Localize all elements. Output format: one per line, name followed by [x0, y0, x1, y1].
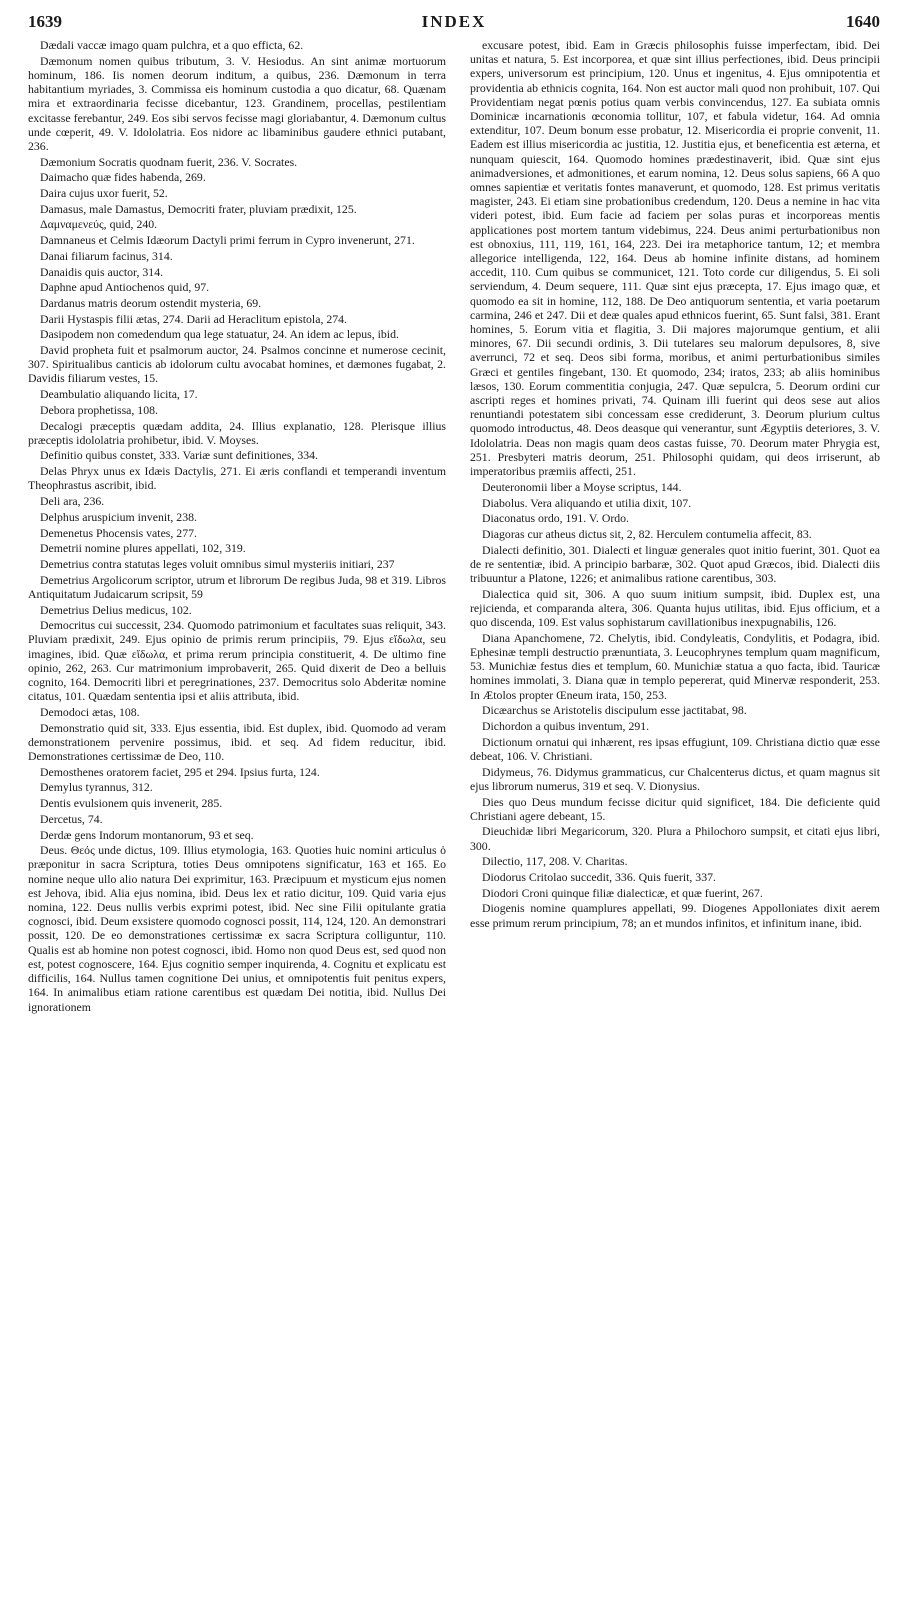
index-entry: Demetrius contra statutas leges voluit omnibus simul mysteriis initiari, 237	[40, 556, 395, 571]
index-entry: Deli ara, 236.	[40, 494, 105, 509]
index-entry: Dicæarchus se Aristotelis discipulum esse jactitabat, 98.	[482, 703, 747, 718]
index-entry: Dialectica quid sit, 306. A quo suum initium sumpsit, ibid. Duplex est, una rejicienda, et comparanda altera, 306. Quanta hujus utilitas, ibid. Ejus officium, et a quo discenda, 109. Est valus sophistarum cavillationibus inexpugnabilis, 126.	[470, 586, 880, 630]
index-entry: Demylus tyrannus, 312.	[40, 780, 153, 795]
index-entry: Demodoci ætas, 108.	[40, 704, 140, 719]
index-entry: Diaconatus ordo, 191. V. Ordo.	[482, 511, 630, 526]
index-entry: Demetrius Argolicorum scriptor, utrum et librorum De regibus Juda, 98 et 319. Libros Antiquitatum Judaicarum scripsit, 59	[28, 572, 446, 601]
index-entry: Delphus aruspicium invenit, 238.	[40, 509, 197, 524]
index-entry: Daphne apud Antiochenos quid, 97.	[40, 280, 210, 295]
running-head	[28, 12, 880, 34]
index-entry: Diogenis nomine quamplures appellati, 99. Diogenes Appolloniates dixit aerem esse primum rerum principium, 78; an et mundos infinitos, et infinitum inane, ibid.	[470, 901, 880, 930]
index-entry: Dialecti definitio, 301. Dialecti et linguæ generales quot initio fuerint, 301. Quot ea de re sententiæ, ibid. A principio barbaræ, 302. Quot apud Græcos, ibid. Dialecti diis tribuuntur a Platone, 1226; et animalibus ratione carentibus, 303.	[470, 542, 880, 586]
index-entry: Dasipodem non comedendum qua lege statuatur, 24. An idem ac lepus, ibid.	[40, 327, 399, 342]
page-title: INDEX	[421, 12, 487, 31]
right-column	[470, 38, 880, 1570]
index-entry: excusare potest, ibid. Eam in Græcis philosophis fuisse imperfectam, ibid. Dei unitas et natura, 5. Est incorporea, et quæ sint illius perfectiones, ibid. Deus principii expers, universorum est principium, 120. Unus et ingenitus, 4. Ejus omnipotentia et providentia ab ethnicis cognita, 164. Non est auctor mali quod non prohibuit, 107. Qui Providentiam negat pœnis potius quam verbis convincendus, 127. Ea subiata omnis Dominicæ incarnationis œconomia tollitur, 107, et fabula videtur, 164. Ad omnia extenditur, 107. Deum bonum esse probatur, 12. Misericordia ei proprie convenit, 11. Eadem est illius misericordia ac justitia, 12. Justitia ejus, et beneficentia est æterna, et nunquam quiescit, 164. Quomodo homines prædestinaverit, ibid. Quæ sint ejus animadversiones, et admonitiones, et earum nomina, 12. Deus solus sapiens, 66 A quo omnes sapientiæ et veritatis fontes manaverunt, et quomodo, 128. Est primus veritatis magister, 243. Ei etiam sine probationibus credendum, 120. Deus a nemine in hac vita videri potest, ibid. Eum facie ad faciem per solas puras et incorporeas mentis applicationes post mortem tantum videbimus, 224. Deus animi perturbationibus non est obnoxius, 111, 119, 161, 164, 223. Dei ira metaphorice tantum, 12; et membra allegorice intelligenda, 122, 164. Deus ab homine infinite distans, ad hominem accedit, 110. Cum quibus se communicet, 121. Toto corde cur diligendus, 5. Ei soli serviendum, 4. Deum sequere, 111. Quæ sint ejus præcepta, 17. Ejus imago quæ, et quomodo ea sit in homine, 112, 188. De Deo antiquorum sententia, et varia poetarum carmina, 246 et 247. Dii et deæ quales apud ethnicos fuerint, 65. Sunt falsi, 381. Erant homines, 5. Eorum vitia et flagitia, 3. Dii majores majorumque gentium, et alii minores, 67. Dii secundi ordinis, 3. Dii tutelares seu malorum depulsores, 8, sive averrunci, 72 et seq. Deos sibi forma, moribus, et animi perturbationibus similes Græci et gentiles fingebant, 130. Et quomodo, 234; iratos, 233; ab aliis hominibus læsos, 130. Eorum commentitia conjugia, 247. Quæ sepulcra, 5. Deorum ordini cur ascripti reges et homines privati, 74. Quinam illi fuerint qui deos sese aut alios renuntiandi potestatem sibi concessam esse crediderunt, 3. Deorum plurium cultus quomodo introductus, 48. Deos deasque qui venerantur, sunt Ægyptiis deteriores, 3. V. Idololatria. Deas non magis quam deos castas fuisse, 70. Deorum mater Phrygia est, 251. Presbyteri matris deorum, 251. Philosophi quidam, qui deos irriserunt, ab imperatoribus præmiis affecti, 251.	[470, 38, 880, 479]
index-entry: Dentis evulsionem quis invenerit, 285.	[40, 796, 223, 811]
page-number-left: 1639	[28, 12, 62, 31]
index-entry: Delas Phryx unus ex Idæis Dactylis, 271. Ei æris conflandi et temperandi inventum Theophrastus ascribit, ibid.	[28, 464, 446, 493]
index-entry: Deambulatio aliquando licita, 17.	[40, 387, 198, 402]
index-entry: Diodori Croni quinque filiæ dialecticæ, et quæ fuerint, 267.	[482, 885, 763, 900]
index-entry: Dædali vaccæ imago quam pulchra, et a quo efficta, 62.	[40, 38, 304, 52]
index-entry: Dilectio, 117, 208. V. Charitas.	[482, 854, 628, 869]
index-entry: Dichordon a quibus inventum, 291.	[482, 719, 650, 734]
index-entry: Dæmonum nomen quibus tributum, 3. V. Hesiodus. An sint animæ mortuorum hominum, 186. Iis nomen deorum inditum, a quibus, 236. Dæmonum in terra habitantium myriades, 3. Commissa eis hominum custodia a quo dicatur, 68. Quænam mira et extraordinaria fecisse dicebantur, 123. Grandinem, procellas, pestilentiam excitasse ferebantur, 249. Eos sibi servos fecisse magi gloriabantur, 4. Dæmonum cultus unde cœperit, 49. V. Idololatria. Eos nidore ac libaminibus gaudere ethnici putabant, 236.	[28, 53, 446, 153]
index-entry: Damasus, male Damastus, Democriti frater, pluviam prædixit, 125.	[40, 201, 357, 216]
index-entry: Δαμναμενεύς, quid, 240.	[40, 217, 158, 232]
index-entry: Democritus cui successit, 234. Quomodo patrimonium et facultates suas reliquit, 343. Pluviam prædixit, 249. Ejus opinio de primis rerum principiis, 79. Ejus εἴδωλα, seu imagines, ibid. Quæ εἴδωλα, et prima rerum principia constituerit, 4. De ultimo fine opinio, 262, 263. Cur matrimonium improbaverit, 265. Quid dixerit de Deo a belluis cognito, 164. Democriti libri et peregrinationes, 237. Democritus solo Abderitæ nomine citatus, 101. Quædam sententia ipsi et aliis attributa, ibid.	[28, 618, 446, 704]
index-entry: Definitio quibus constet, 333. Variæ sunt definitiones, 334.	[40, 448, 318, 463]
index-entry: Diana Apanchomene, 72. Chelytis, ibid. Condyleatis, Condylitis, et Podagra, ibid. Ephesinæ templi destructio prænuntiata, 3. Leucophrynes templum quam magnificum, 53. Munichiæ festus dies et templum, 60. Munichiæ statua a quo facta, ibid. Tauricæ homines immolati, 3. Diana quæ in templo pepererat, quid Minervæ responderit, 253. In Ætolos propter Œneum irata, 150, 253.	[470, 630, 880, 702]
index-entry: Danai filiarum facinus, 314.	[40, 248, 173, 263]
index-entry: Dercetus, 74.	[40, 811, 103, 826]
index-entry: Danaidis quis auctor, 314.	[40, 264, 164, 279]
index-entry: Decalogi præceptis quædam addita, 24. Illius explanatio, 128. Plerisque illius præceptis idololatria prohibetur, ibid. V. Moyses.	[28, 418, 446, 447]
index-entry: Dardanus matris deorum ostendit mysteria, 69.	[40, 295, 262, 310]
index-entry: David propheta fuit et psalmorum auctor, 24. Psalmos concinne et numerose cecinit, 307. Spiritualibus canticis ab idolorum cultu avocabat homines, et dæmones fugabat, 2. Davidis filiarum vestes, 15.	[28, 343, 446, 386]
index-entry: Demonstratio quid sit, 333. Ejus essentia, ibid. Est duplex, ibid. Quomodo ad veram demonstrationem pervenire possimus, ibid. et seq. Ad fidem reducitur, ibid. Demonstrationes certissimæ de Deo, 110.	[28, 720, 446, 764]
index-entry: Dieuchidæ libri Megaricorum, 320. Plura a Philochoro sumpsit, et citati ejus libri, 300.	[470, 824, 880, 853]
index-entry: Diodorus Critolao succedit, 336. Quis fuerit, 337.	[482, 870, 716, 885]
index-entry: Deus. Θεός unde dictus, 109. Illius etymologia, 163. Quoties huic nomini articulus ὁ præponitur in sacra Scriptura, toties Deus omnipotens significatur, 163 et 165. Eo nomine neque ullo alio natura Dei exprimitur, 163. Præcipuum et mysticum ejus nomen est Jehova, ibid. Alia ejus nomina, ibid. Deus lex et ratio dicitur, 109. Quid varia ejus nomina, 122. Deus nullis verbis exprimi potest, ibid. Nec sine Filii opitulante gratia cognosci, ibid. Deum exsistere quomodo cognosci possit, 114, 124, 120. An demonstrari possit, 120. De eo demonstrationes certissimæ ex sacra Scriptura colliguntur, 110. Qualis est ab homine non potest cognosci, ibid. Homo non quod Deus est, sed quod non est, potest cognoscere, 164. Ejus cognitio semper inquirenda, 4. Cognitu et explicatu est difficilis, 164. Nullus tamen cognitione Dei unius, et omnipotentis fuit penitus expers, 164. In animalibus etiam ratione carentibus est quædam Dei notitia, ibid. Nullus Dei ignorationem	[28, 843, 446, 1014]
index-entry: Debora prophetissa, 108.	[40, 402, 158, 417]
index-entry: Dictionum ornatui qui inhærent, res ipsas effugiunt, 109. Christiana dictio quæ esse debeat, 106. V. Christiani.	[470, 734, 880, 763]
index-entry: Didymeus, 76. Didymus grammaticus, cur Chalcenterus dictus, et quam magnus sit ejus librorum numerus, 319 et seq. V. Dionysius.	[470, 764, 880, 793]
left-column	[28, 38, 446, 1570]
index-entry: Dies quo Deus mundum fecisse dicitur quid significet, 184. Die deficiente quid Christiani agere debeant, 15.	[470, 794, 880, 823]
index-entry: Diagoras cur atheus dictus sit, 2, 82. Herculem contumelia affecit, 83.	[482, 526, 812, 541]
index-entry: Damnaneus et Celmis Idæorum Dactyli primi ferrum in Cypro invenerunt, 271.	[40, 233, 415, 248]
index-entry: Darii Hystaspis filii ætas, 274. Darii ad Heraclitum epistola, 274.	[40, 311, 347, 326]
index-entry: Demetrius Delius medicus, 102.	[40, 602, 192, 617]
index-entry: Demenetus Phocensis vates, 277.	[40, 525, 197, 540]
index-entry: Derdæ gens Indorum montanorum, 93 et seq.	[40, 827, 254, 842]
index-entry: Dæmonium Socratis quodnam fuerit, 236. V. Socrates.	[40, 154, 298, 169]
index-entry: Demetrii nomine plures appellati, 102, 319.	[40, 541, 246, 556]
index-entry: Deuteronomii liber a Moyse scriptus, 144.	[482, 479, 682, 494]
index-entry: Diabolus. Vera aliquando et utilia dixit, 107.	[482, 495, 692, 510]
index-entry: Daimacho quæ fides habenda, 269.	[40, 170, 206, 185]
index-entry: Demosthenes oratorem faciet, 295 et 294. Ipsius furta, 124.	[40, 764, 320, 779]
index-entry: Daira cujus uxor fuerit, 52.	[40, 186, 168, 201]
page-number-right: 1640	[846, 12, 880, 31]
